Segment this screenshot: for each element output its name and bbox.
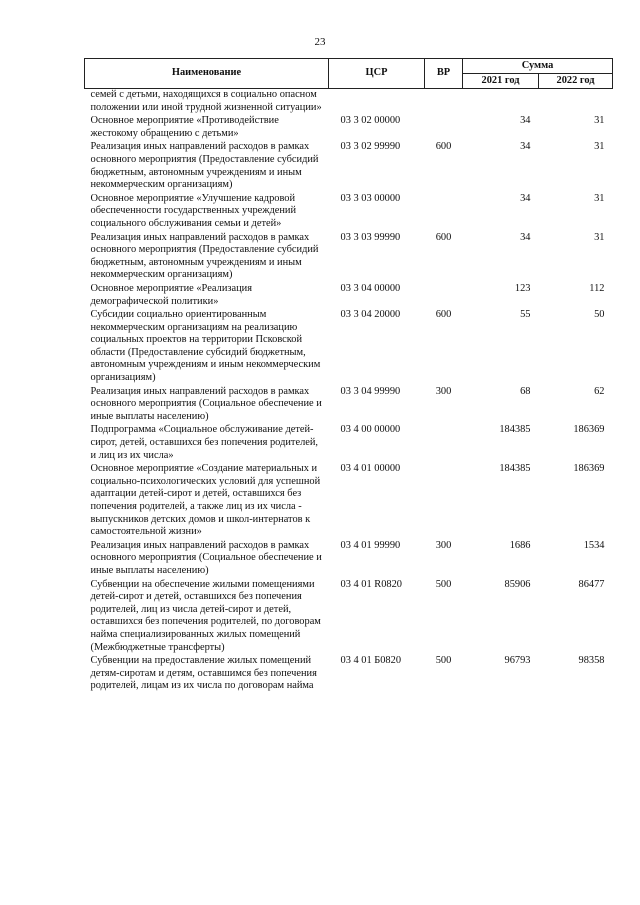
row-2022-cell [539, 89, 613, 116]
row-name-cell: Субвенции на обеспечение жилыми помещениями детей-сирот и детей, оставшихся без попечения родителей, лиц из числа детей-сирот и детей, оставшихся без попечения родителей, по договорам найма специализированных жилых помещений (Межбюджетные трансферты) [90, 578, 321, 653]
table-row [85, 655, 613, 694]
row-vr-cell: 600 [435, 141, 452, 153]
row-2022-cell: 98358 [578, 655, 605, 667]
row-2022-cell: 86477 [578, 578, 605, 590]
row-name-cell: Реализация иных направлений расходов в рамках основного мероприятия (Предоставление субсидий бюджетным, автономным учреждениям и иным некоммерческим организациям) [90, 141, 319, 191]
row-2021-cell: 68 [520, 385, 531, 397]
row-2021-cell: 184385 [499, 463, 531, 475]
row-name-cell: Реализация иных направлений расходов в рамках основного мероприятия (Предоставление субсидий бюджетным, автономным учреждениям и иным некоммерческим организациям) [90, 231, 319, 281]
row-csr-cell: 03 4 01 Б0820 [340, 655, 402, 667]
row-2021-cell: 123 [514, 282, 531, 294]
row-2022-cell: 31 [594, 141, 605, 153]
row-name-cell: Субвенции на предоставление жилых помещений детям-сиротам и детям, оставшимся без попечения родителей, лицам из их числа по договорам найма [90, 655, 317, 692]
row-2022-cell: 31 [594, 115, 605, 127]
table-row [85, 232, 613, 283]
row-2021-cell: 34 [520, 192, 531, 204]
header-sum: Сумма [463, 59, 613, 74]
row-2021-cell: 184385 [499, 424, 531, 436]
row-2022-cell: 31 [594, 192, 605, 204]
header-csr: ЦСР [329, 59, 425, 89]
row-csr-cell: 03 4 01 00000 [340, 463, 401, 475]
row-name-cell: Основное мероприятие «Противодействие жестокому обращению с детьми» [90, 115, 279, 139]
page-number: 23 [314, 36, 326, 48]
row-2022-cell: 112 [589, 282, 605, 294]
row-2021-cell: 34 [520, 141, 531, 153]
row-name-cell: Подпрограмма «Социальное обслуживание детей-сирот, детей, оставшихся без попечения родителей, и лиц из их числа» [90, 424, 319, 461]
row-2021-cell: 1686 [509, 539, 531, 551]
row-name-cell: Реализация иных направлений расходов в рамках основного мероприятия (Социальное обеспечение и иные выплаты населению) [90, 385, 322, 422]
row-2022-cell: 186369 [573, 424, 605, 436]
row-csr-cell: 03 3 04 00000 [340, 282, 401, 294]
row-2022-cell: 186369 [573, 463, 605, 475]
row-csr-cell: 03 3 02 99990 [340, 141, 401, 153]
row-csr-cell: 03 4 01 R0820 [340, 578, 402, 590]
table-row [85, 89, 613, 116]
row-csr-cell: 03 3 02 00000 [340, 115, 401, 127]
row-vr-cell [425, 89, 463, 116]
table-row [85, 424, 613, 463]
row-vr-cell: 600 [435, 309, 452, 321]
row-csr-cell: 03 4 01 99990 [340, 539, 401, 551]
header-2022: 2022 год [539, 74, 613, 89]
table-row [85, 579, 613, 656]
header-vr: ВР [425, 59, 463, 89]
row-vr-cell: 500 [435, 655, 452, 667]
row-vr-cell [425, 424, 463, 463]
header-2021: 2021 год [463, 74, 539, 89]
row-vr-cell: 500 [435, 578, 452, 590]
table-row [85, 463, 613, 540]
row-2022-cell: 31 [594, 231, 605, 243]
budget-table [84, 58, 613, 694]
table-row [85, 141, 613, 192]
row-2021-cell: 96793 [504, 655, 531, 667]
row-2022-cell: 62 [594, 385, 605, 397]
row-name-cell: Субсидии социально ориентированным некоммерческим организациям на реализацию социальных проектов на территории Псковской области (Предоставление субсидий бюджетным, автономным учреждениям и иным некоммерческим организациям) [90, 309, 321, 384]
row-2021-cell: 85906 [504, 578, 531, 590]
row-2022-cell: 50 [594, 309, 605, 321]
table-row [85, 386, 613, 425]
row-vr-cell [425, 115, 463, 141]
header-name: Наименование [85, 59, 329, 89]
table-row [85, 193, 613, 232]
table-row [85, 309, 613, 386]
row-2021-cell: 34 [520, 231, 531, 243]
table-row [85, 115, 613, 141]
table-body [85, 89, 613, 694]
row-name-cell: Основное мероприятие «Улучшение кадровой обеспеченности государственных учреждений социального обслуживания семьи и детей» [90, 192, 297, 229]
table-row [85, 540, 613, 579]
row-vr-cell: 300 [435, 385, 452, 397]
row-vr-cell: 300 [435, 539, 452, 551]
table-row [85, 283, 613, 309]
row-csr-cell: 03 3 03 99990 [340, 231, 401, 243]
row-name-cell: Реализация иных направлений расходов в рамках основного мероприятия (Социальное обеспечение и иные выплаты населению) [90, 539, 322, 576]
row-csr-cell: 03 3 04 20000 [340, 309, 401, 321]
row-vr-cell [425, 193, 463, 232]
row-csr-cell [329, 89, 425, 116]
row-2021-cell [463, 89, 539, 116]
row-2021-cell: 55 [520, 309, 531, 321]
row-vr-cell [425, 283, 463, 309]
row-2022-cell: 1534 [583, 539, 605, 551]
row-vr-cell [425, 463, 463, 540]
row-name-cell: Основное мероприятие «Создание материальных и социально-психологических условий для успешной адаптации детей-сирот и детей, оставшихся без попечения родителей, а также лиц из их числа - выпускников детских домов и школ-интернатов к самостоятельной жизни» [90, 463, 321, 538]
row-csr-cell: 03 4 00 00000 [340, 424, 401, 436]
row-csr-cell: 03 3 03 00000 [340, 192, 401, 204]
row-csr-cell: 03 3 04 99990 [340, 385, 401, 397]
row-name-cell: семей с детьми, находящихся в социально опасном положении или иной трудной жизненной ситуации» [90, 89, 322, 113]
row-vr-cell: 600 [435, 231, 452, 243]
row-2021-cell: 34 [520, 115, 531, 127]
row-name-cell: Основное мероприятие «Реализация демографической политики» [90, 282, 252, 307]
